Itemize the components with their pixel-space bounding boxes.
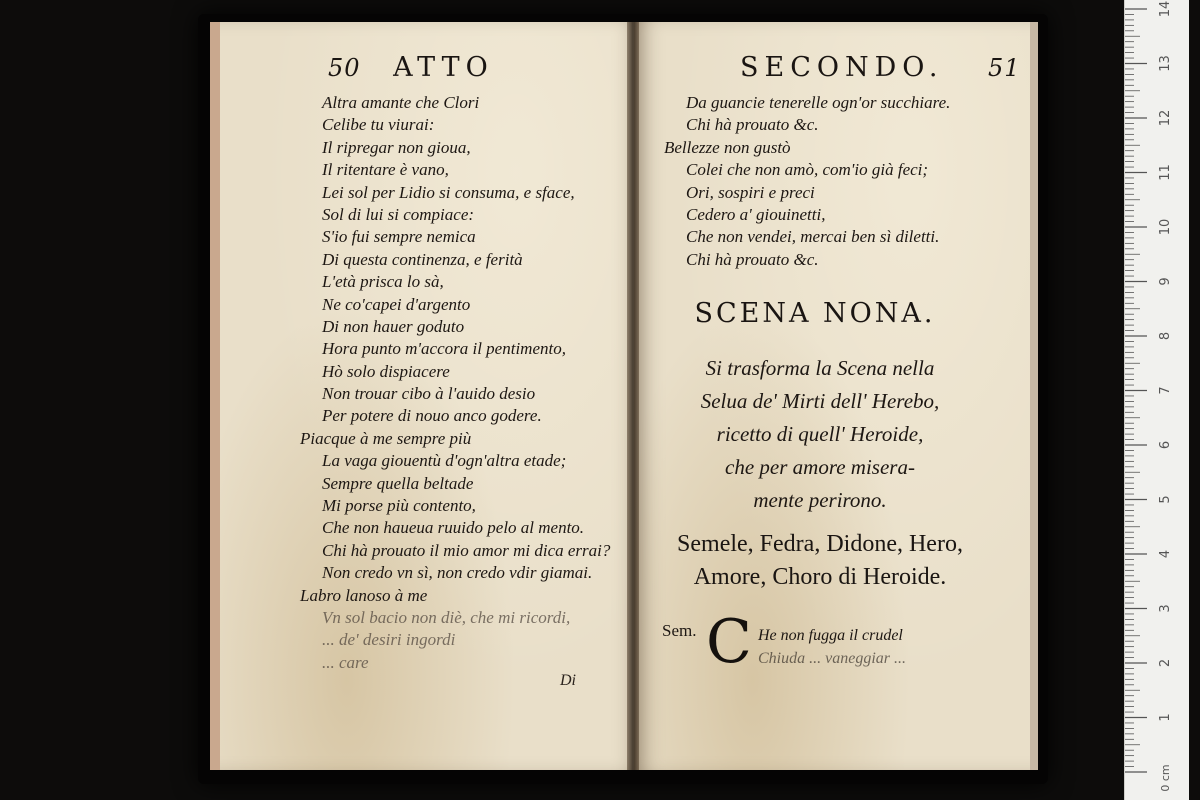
ruler-number: 10 xyxy=(1158,218,1173,236)
verse-line: ... de' desiri ingordi xyxy=(322,630,456,650)
left-running-head xyxy=(328,52,494,83)
character-list xyxy=(650,528,990,594)
scene-description-line: che per amore misera- xyxy=(725,455,915,479)
verse-line: L'età prisca lo sà, xyxy=(322,272,444,292)
verse-line: Lei sol per Lidio si consuma, e sface, xyxy=(322,182,575,202)
verse-line: Per potere di nouo anco godere. xyxy=(322,406,542,426)
right-page-number: 51 xyxy=(988,54,1021,82)
ruler-number: 4 xyxy=(1158,549,1173,559)
verse-line: Che non haueua ruuido pelo al mento. xyxy=(322,518,585,538)
verse-line: Colei che non amò, com'io già feci; xyxy=(686,160,929,180)
scene-description-line: mente perirono. xyxy=(753,488,887,512)
ruler-number: 9 xyxy=(1158,277,1173,286)
ruler-number: 1 xyxy=(1158,713,1173,722)
verse-line: Sol di lui si compiace: xyxy=(322,204,475,224)
ruler-number: 2 xyxy=(1158,658,1173,668)
verse-line: Di questa continenza, e ferità xyxy=(322,249,523,269)
speech-line: He non fugga il crudel xyxy=(758,627,903,644)
verse-line: Chi hà prouato &c. xyxy=(686,249,819,269)
ruler-number: 5 xyxy=(1158,495,1173,504)
verse-line: Da guancie tenerelle ogn'or succhiare. xyxy=(686,93,951,112)
speech-lines xyxy=(758,624,906,670)
verse-line: Sempre quella beltade xyxy=(322,473,474,493)
verse-line: Altra amante che Clori xyxy=(322,93,480,112)
left-running-title: ATTO xyxy=(393,52,494,83)
catchword: Di xyxy=(560,672,576,689)
verse-line: Hò solo dispiacere xyxy=(322,361,450,381)
ruler-number: 8 xyxy=(1158,331,1173,341)
right-verse-list xyxy=(664,92,950,271)
ruler-number: 13 xyxy=(1158,55,1173,72)
verse-line: Hora punto m'accora il pentimento, xyxy=(322,339,566,359)
character-line: Amore, Choro di Heroide. xyxy=(693,564,947,590)
verse-line: Il ritentare è vano, xyxy=(322,160,449,180)
scene-title: SCENA NONA. xyxy=(694,298,936,329)
verse-line: Non credo vn sì, non credo vdir giamai. xyxy=(322,563,593,583)
ruler-ticks xyxy=(1125,0,1189,800)
verse-line: Di non hauer goduto xyxy=(322,316,465,336)
right-running-title: SECONDO. xyxy=(740,52,944,83)
verse-line: Celibe tu viurai: xyxy=(322,115,435,135)
scene-description-line: Selua de' Mirti dell' Herebo, xyxy=(700,389,940,413)
ruler-unit-label: 0 cm xyxy=(1159,764,1172,792)
verse-line: Ne co'capei d'argento xyxy=(322,294,471,314)
scene-description-line: ricetto di quell' Heroide, xyxy=(716,422,924,446)
ruler-number: 12 xyxy=(1158,109,1173,127)
verse-line: Vn sol bacio non diè, che mi ricordi, xyxy=(322,607,571,627)
ruler-number: 11 xyxy=(1158,164,1173,181)
verse-line: Non trouar cibo à l'auido desio xyxy=(322,384,536,404)
verse-line: Piacque à me sempre più xyxy=(300,428,472,448)
ruler-number: 3 xyxy=(1158,604,1173,613)
verse-line: Chi hà prouato &c. xyxy=(686,115,819,135)
verse-line: Che non vendei, mercai ben sì diletti. xyxy=(686,227,940,247)
verse-line: La vaga giouentù d'ogn'altra etade; xyxy=(322,451,567,471)
verse-line: Labro lanoso à me xyxy=(300,585,428,605)
verse-line: Chi hà prouato il mio amor mi dica errai? xyxy=(322,540,611,560)
verse-line: Mi porse più contento, xyxy=(322,496,476,516)
verse-line: Ori, sospiri e preci xyxy=(686,182,815,202)
verse-line: S'io fui sempre nemica xyxy=(322,227,476,247)
right-running-head xyxy=(740,52,1021,83)
verse-line: Cedero a' giouinetti, xyxy=(686,204,826,224)
left-verse-list xyxy=(300,92,610,674)
ruler-number: 14 xyxy=(1158,0,1173,18)
character-line: Semele, Fedra, Didone, Hero, xyxy=(677,531,963,557)
verse-line: ... care xyxy=(322,652,369,672)
verse-line: Il ripregar non gioua, xyxy=(322,137,471,157)
scale-ruler xyxy=(1124,0,1189,800)
ruler-number: 7 xyxy=(1158,386,1173,395)
speaker-label: Sem. xyxy=(662,621,697,640)
ruler-number: 6 xyxy=(1158,440,1173,450)
scene-description xyxy=(655,352,985,517)
speech-line: Chiuda ... vaneggiar ... xyxy=(758,650,906,667)
verse-line: Bellezze non gustò xyxy=(664,137,791,157)
left-page-number: 50 xyxy=(328,54,361,82)
book-gutter xyxy=(627,22,639,770)
drop-cap: C xyxy=(706,607,752,677)
scene-description-line: Si trasforma la Scena nella xyxy=(705,356,935,380)
